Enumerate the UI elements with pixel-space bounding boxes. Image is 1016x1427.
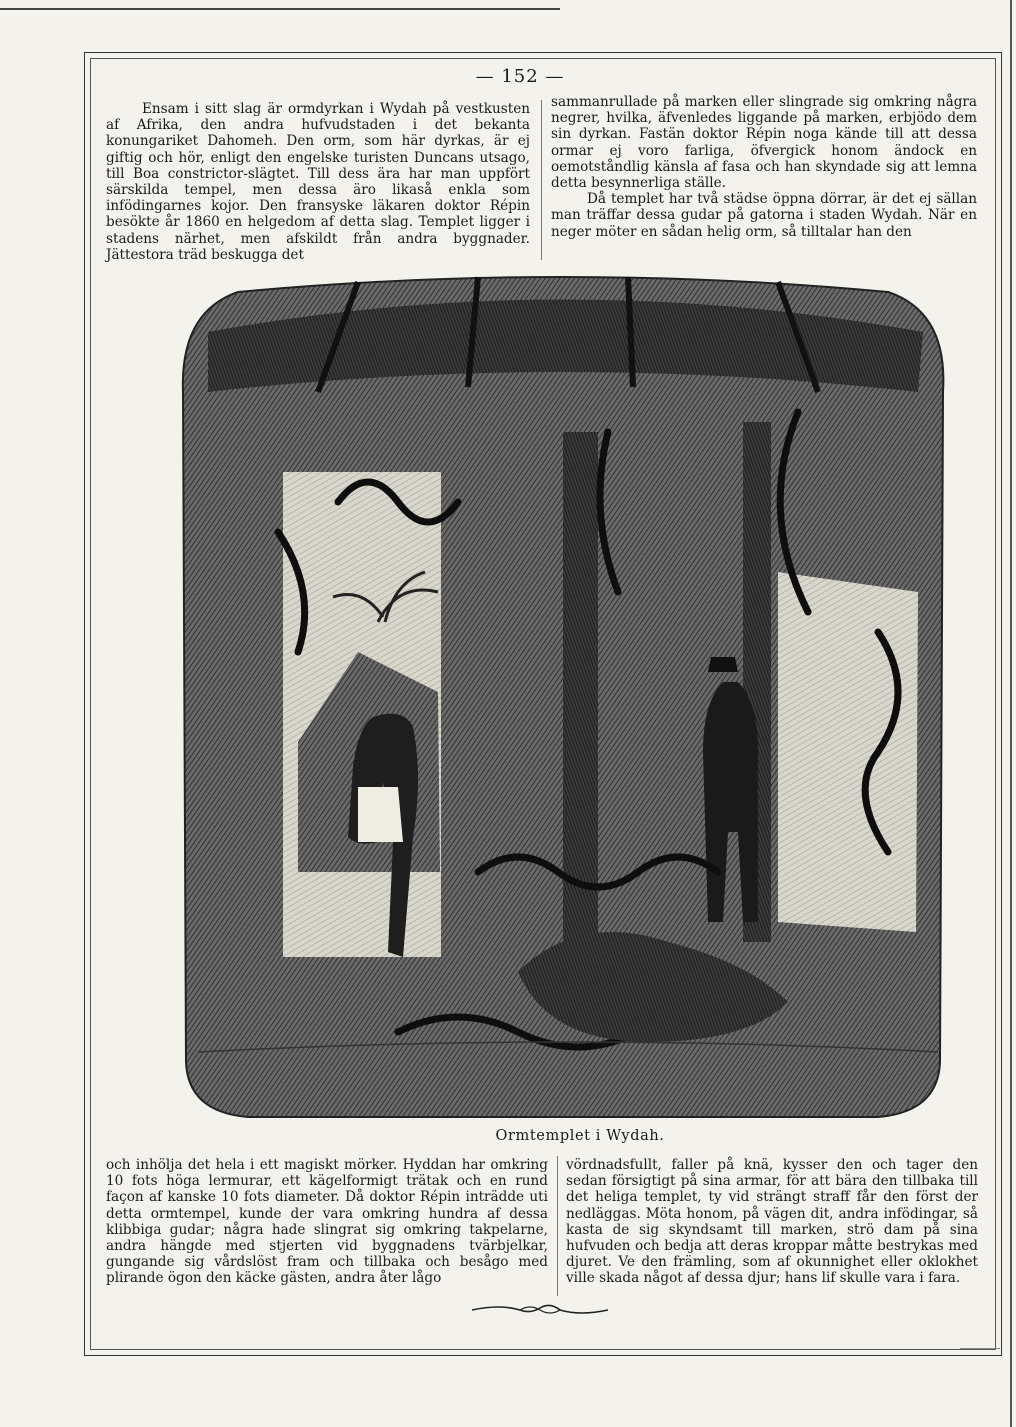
text-column-bottom-left (106, 1157, 548, 1287)
text-column-top-right (551, 94, 977, 240)
page-number: — 152 — (475, 66, 565, 87)
paragraph: vördnadsfullt, faller på knä, kysser den och tager den sedan försigtigt på sina armar, för att bära den tillbaka till det heliga templet, ty vid strängt straff får den först der nedläggas. Möta honom, på vägen dit, andra infödingar, så kasta de sig skyndsamt till marken, strö dam på sina hufvuden och bedja att deras kroppar måtte bestrykas med djuret. Ve den främling, som af okunnighet eller oklokhet ville skada något af dessa djur; hans lif skulle vara i fara. (566, 1157, 978, 1287)
lit-wall (778, 572, 918, 932)
page-edge-line (960, 1348, 1000, 1349)
text-column-bottom-right (566, 1157, 978, 1287)
page-edge-line (0, 8, 560, 10)
hat-icon (708, 657, 738, 672)
text-column-top-left (106, 101, 530, 263)
loincloth (358, 787, 403, 842)
column-rule (557, 1156, 558, 1296)
column-rule (541, 100, 542, 260)
paragraph: och inhölja det hela i ett magiskt mörker. Hyddan har omkring 10 fots höga lermurar, ett kägelformigt trätak och en rund façon af kanske 10 fots diameter. Då doktor Répin inträdde uti detta ormtempel, kunde der vara omkring hundra af dessa klibbiga gudar; några hade slingrat sig omkring takpelarne, andra hängde med stjerten vid byggnadens tvärbjelkar, gungande sig vårdslöst fram och tillbaka och besågo med plirande ögon den käcke gästen, andra åter lågo (106, 1157, 548, 1287)
engraving-illustration (178, 272, 948, 1120)
paragraph: Då templet har två städse öppna dörrar, är det ej sällan man träffar dessa gudar på gatorna i staden Wydah. När en neger möter en sådan helig orm, så tilltalar han den (551, 191, 977, 240)
illustration-caption: Ormtemplet i Wydah. (495, 1128, 665, 1144)
page-edge-line (1010, 0, 1012, 1427)
paragraph: sammanrullade på marken eller slingrade sig omkring några negrer, hvilka, äfvenledes liggande på marken, erbjödo dem sin dyrkan. Fastän doktor Répin noga kände till att dessa ormar ej voro farliga, öfvergick honom ändock en oemotståndlig känsla af fasa och han skyndade sig att lemna detta besynnerliga ställe. (551, 94, 977, 192)
paragraph: Ensam i sitt slag är ormdyrkan i Wydah på vestkusten af Afrika, den andra hufvudstaden i det bekanta konungariket Dahomeh. Den orm, som här dyrkas, är ej giftig och hör, enligt den engelske turisten Duncans utsago, till Boa constrictor-slägtet. Till dess ära har man uppfört särskilda tempel, men dessa äro likaså enkla som infödingarnes kojor. Den fransyske läkaren doktor Répin besökte år 1860 en helgedom af detta slag. Templet ligger i stadens närhet, men afskildt från andra byggnader. Jättestora träd beskugga det (106, 101, 530, 263)
end-ornament (470, 1300, 610, 1320)
